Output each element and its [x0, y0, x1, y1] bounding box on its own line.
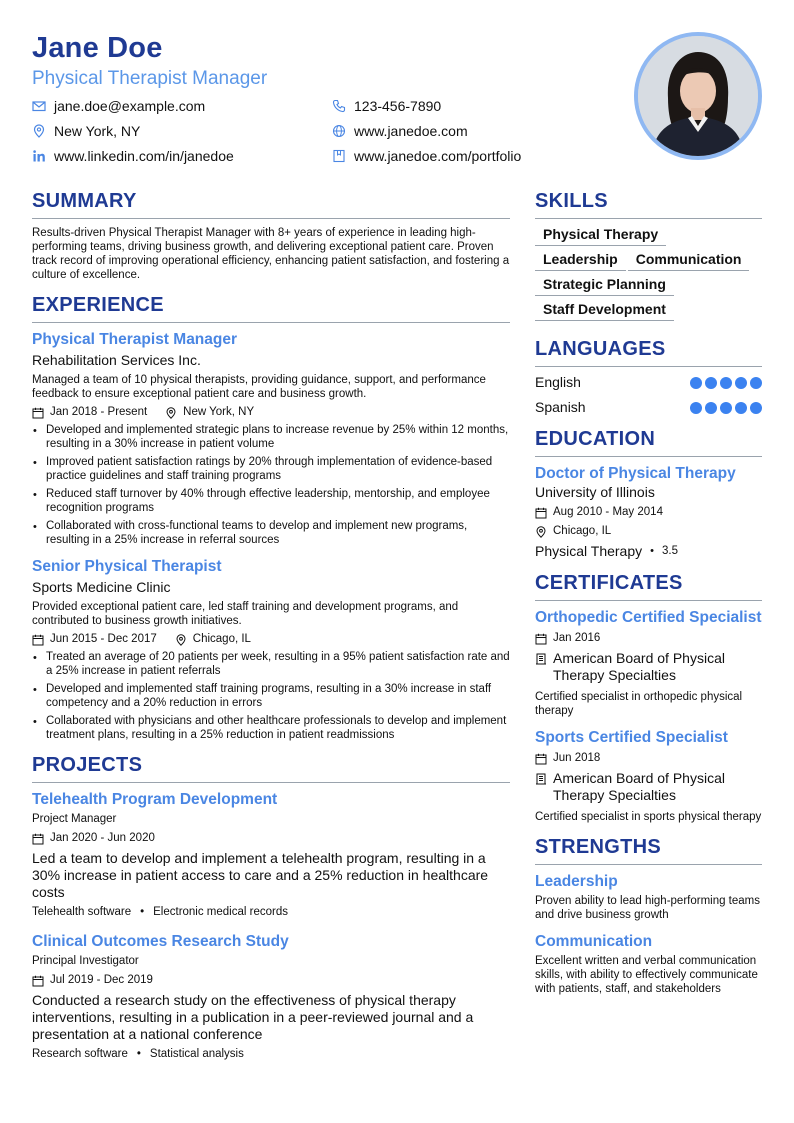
education-dates-row — [535, 505, 762, 520]
strengths-heading: STRENGTHS — [535, 836, 762, 865]
job-company: Sports Medicine Clinic — [32, 579, 171, 595]
email-text: jane.doe@example.com — [54, 98, 206, 114]
school-name: University of Illinois — [535, 484, 655, 500]
avatar — [638, 36, 758, 156]
project-role: Principal Investigator — [32, 955, 139, 967]
portfolio-icon — [332, 149, 346, 163]
contact-website[interactable] — [332, 123, 468, 139]
project-meta — [32, 973, 510, 988]
job-bullet: • Treated an average of 20 patients per week, resulting in a 95% patient satisfaction rate and a 25% increase in patient referrals — [32, 650, 510, 678]
job-location: Chicago, IL — [192, 633, 251, 645]
job-entry — [32, 330, 510, 547]
calendar-icon — [32, 833, 44, 845]
project-dates: Jul 2019 - Dec 2019 — [50, 974, 153, 986]
certificate-issuer: American Board of Physical Therapy Specialties — [553, 650, 725, 683]
calendar-icon — [535, 633, 547, 645]
education-section — [535, 428, 762, 560]
job-bullet: • Developed and implemented strategic plans to increase revenue by 25% within 12 months, resulting in a 30% increase in patient volume — [32, 423, 510, 451]
project-meta — [32, 831, 510, 846]
certificate-date-row — [535, 751, 762, 766]
language-name: English — [535, 374, 581, 390]
projects-section — [32, 754, 510, 1062]
certificate-issuer: American Board of Physical Therapy Specialties — [553, 770, 725, 803]
job-company: Rehabilitation Services Inc. — [32, 352, 201, 368]
certificate-date: Jan 2016 — [553, 632, 601, 644]
job-description: Managed a team of 10 physical therapists, providing guidance, support, and performance feedback to ensure exceptional patient care and business growth. — [32, 374, 486, 400]
skill-tag: Staff Development — [535, 301, 674, 321]
email-icon — [32, 99, 46, 113]
calendar-icon — [32, 407, 44, 419]
level-dot — [690, 402, 702, 414]
project-tag: Electronic medical records — [153, 906, 288, 918]
location-pin-icon — [535, 526, 547, 538]
profile-photo — [634, 32, 762, 160]
summary-text: Results-driven Physical Therapist Manager with 8+ years of experience in leading high-performing teams, driving business growth, and delivering exceptional patient care. Proven track record of improving operational efficiency, enhancing patient satisfaction, and fostering a culture of excellence. — [32, 227, 510, 281]
level-dot — [750, 377, 762, 389]
certificates-section — [535, 572, 762, 824]
strength-title: Leadership — [535, 873, 618, 890]
level-dot — [705, 377, 717, 389]
project-entry — [32, 790, 510, 920]
certificate-entry — [535, 608, 762, 718]
strength-description: Excellent written and verbal communication skills, with ability to effectively communicate with patients, staff, and stakeholders — [535, 955, 758, 995]
strength-title: Communication — [535, 933, 653, 950]
level-dot — [720, 377, 732, 389]
contact-phone[interactable] — [332, 98, 441, 114]
certificate-description: Certified specialist in sports physical therapy — [535, 811, 762, 823]
certificate-date: Jun 2018 — [553, 752, 601, 764]
skills-heading: SKILLS — [535, 190, 762, 219]
education-gpa: 3.5 — [662, 545, 678, 557]
calendar-icon — [32, 634, 44, 646]
certificate-date-row — [535, 631, 762, 646]
level-dot — [735, 402, 747, 414]
education-location-row — [535, 524, 762, 539]
location-text: New York, NY — [54, 123, 141, 139]
project-role: Project Manager — [32, 813, 117, 825]
education-field: Physical Therapy — [535, 543, 643, 559]
location-pin-icon — [175, 634, 187, 646]
level-dot — [720, 402, 732, 414]
contact-location — [32, 123, 140, 139]
education-field-row: Physical Therapy • 3.5 — [535, 543, 678, 559]
level-dot — [735, 377, 747, 389]
experience-heading: EXPERIENCE — [32, 294, 510, 323]
left-column — [32, 190, 510, 1074]
project-entry — [32, 932, 510, 1062]
contact-linkedin[interactable] — [32, 148, 234, 164]
project-dates: Jan 2020 - Jun 2020 — [50, 832, 155, 844]
right-column — [535, 190, 762, 1008]
certificate-issuer-row — [535, 770, 762, 804]
job-bullet: • Collaborated with physicians and other healthcare professionals to develop and implement treatment plans, resulting in a 25% reduction in patient readmissions — [32, 714, 510, 742]
strength-description: Proven ability to lead high-performing teams and drive business growth — [535, 895, 761, 921]
phone-text: 123-456-7890 — [354, 98, 442, 114]
job-title: Senior Physical Therapist — [32, 558, 222, 575]
language-level-dots — [687, 402, 762, 414]
certificate-issuer-row — [535, 650, 762, 684]
portfolio-text: www.janedoe.com/portfolio — [354, 148, 522, 164]
skill-tag: Physical Therapy — [535, 226, 666, 246]
project-tag: Research software — [32, 1048, 128, 1060]
job-bullet: • Developed and implemented staff training programs, resulting in a 30% increase in staff competency and a 20% reduction in errors — [32, 682, 510, 710]
languages-section — [535, 338, 762, 416]
job-bullets — [32, 650, 510, 742]
language-name: Spanish — [535, 399, 586, 415]
linkedin-icon — [32, 149, 46, 163]
certificate-title: Orthopedic Certified Specialist — [535, 609, 762, 626]
skill-tag: Strategic Planning — [535, 276, 674, 296]
location-pin-icon — [32, 124, 46, 138]
education-heading: EDUCATION — [535, 428, 762, 457]
level-dot — [690, 377, 702, 389]
certificate-entry — [535, 728, 762, 824]
project-tag: Statistical analysis — [149, 1048, 244, 1060]
job-description: Provided exceptional patient care, led staff training and development programs, and contributed to business growth initiatives. — [32, 601, 459, 627]
calendar-icon — [535, 753, 547, 765]
job-meta — [32, 632, 510, 647]
languages-heading: LANGUAGES — [535, 338, 762, 367]
job-dates: Jan 2018 - Present — [50, 406, 148, 418]
location-pin-icon — [165, 407, 177, 419]
calendar-icon — [32, 975, 44, 987]
globe-icon — [332, 124, 346, 138]
candidate-title: Physical Therapist Manager — [32, 68, 268, 89]
job-bullet: • Reduced staff turnover by 40% through effective leadership, mentorship, and employee recognition programs — [32, 487, 510, 515]
certificates-heading: CERTIFICATES — [535, 572, 762, 601]
project-tag: Telehealth software — [32, 906, 132, 918]
institution-icon — [535, 773, 547, 785]
linkedin-text: www.linkedin.com/in/janedoe — [54, 148, 234, 164]
skill-tag: Leadership — [535, 251, 626, 271]
project-tags: Telehealth software • Electronic medical records — [32, 906, 288, 918]
strengths-section — [535, 836, 762, 996]
project-title: Clinical Outcomes Research Study — [32, 933, 289, 950]
degree-title: Doctor of Physical Therapy — [535, 465, 736, 482]
experience-section — [32, 294, 510, 742]
website-text: www.janedoe.com — [354, 123, 468, 139]
language-row — [535, 374, 762, 391]
project-description: Conducted a research study on the effectiveness of physical therapy interventions, resulting in a publication in a peer-reviewed journal and a presentation at a national conference — [32, 992, 474, 1042]
job-location: New York, NY — [183, 406, 255, 418]
project-tags: Research software • Statistical analysis — [32, 1048, 244, 1060]
education-location: Chicago, IL — [553, 525, 612, 537]
job-bullet: • Improved patient satisfaction ratings by 20% through implementation of evidence-based practice guidelines and staff training programs — [32, 455, 510, 483]
institution-icon — [535, 653, 547, 665]
project-title: Telehealth Program Development — [32, 791, 278, 808]
project-description: Led a team to develop and implement a telehealth program, resulting in a 30% increase in patient access to care and a 25% reduction in healthcare costs — [32, 850, 489, 900]
skill-tag: Communication — [628, 251, 750, 271]
job-bullets — [32, 423, 510, 547]
job-title: Physical Therapist Manager — [32, 331, 238, 348]
skills-section — [535, 190, 762, 326]
phone-icon — [332, 99, 346, 113]
calendar-icon — [535, 507, 547, 519]
contact-email[interactable] — [32, 98, 205, 114]
summary-section — [32, 190, 510, 282]
certificate-title: Sports Certified Specialist — [535, 729, 728, 746]
summary-heading: SUMMARY — [32, 190, 510, 219]
contact-portfolio[interactable] — [332, 148, 521, 164]
job-dates: Jun 2015 - Dec 2017 — [50, 633, 157, 645]
education-dates: Aug 2010 - May 2014 — [553, 506, 663, 518]
level-dot — [750, 402, 762, 414]
job-bullet: • Collaborated with cross-functional teams to develop and implement new programs, resulting in a 25% increase in referral sources — [32, 519, 510, 547]
certificate-description: Certified specialist in orthopedic physical therapy — [535, 691, 743, 717]
job-meta — [32, 405, 510, 420]
projects-heading: PROJECTS — [32, 754, 510, 783]
skills-list — [535, 226, 762, 326]
language-level-dots — [687, 377, 762, 389]
level-dot — [705, 402, 717, 414]
candidate-name: Jane Doe — [32, 32, 163, 64]
language-row — [535, 399, 762, 416]
job-entry — [32, 557, 510, 742]
